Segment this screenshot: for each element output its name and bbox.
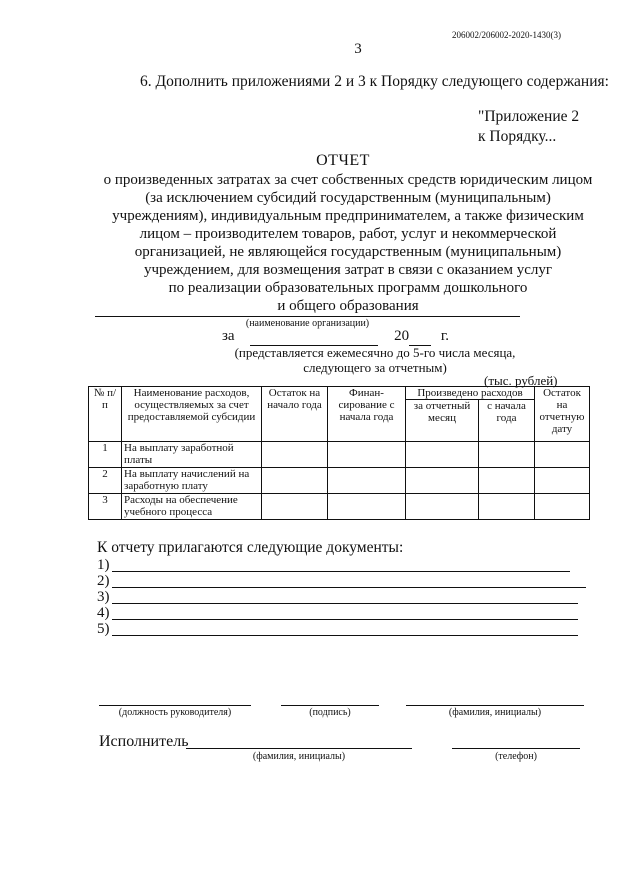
position-caption: (должность руководителя): [118, 707, 232, 718]
subtitle-line: и общего образования: [277, 298, 419, 314]
attachment-line: [97, 621, 110, 638]
col-header-balance-start: Остаток на начало года: [262, 387, 328, 442]
cell-spent-period[interactable]: [406, 494, 479, 520]
submission-note: [168, 345, 582, 375]
unit-label: (тыс. рублей): [484, 373, 558, 388]
subtitle-line: учреждениям), индивидуальным предпринимателем, а также физическим: [112, 208, 584, 224]
cell-balance-end[interactable]: [535, 442, 590, 468]
appendix-ref-line2: к Порядку...: [478, 128, 557, 145]
cell-balance-end[interactable]: [535, 468, 590, 494]
page-number: 3: [354, 41, 362, 57]
period-year-suffix: г.: [440, 328, 450, 344]
cell-spent-period[interactable]: [406, 468, 479, 494]
section-item-6: 6. Дополнить приложениями 2 и 3 к Порядку следующего содержания:: [140, 73, 609, 90]
name-caption: (фамилия, инициалы): [448, 707, 542, 718]
position-signature-field[interactable]: [99, 705, 251, 706]
attachment-field[interactable]: [112, 587, 586, 588]
subtitle-line: лицом – производителем товаров, работ, услуг и некоммерческой: [139, 226, 557, 242]
cell-spent-year[interactable]: [479, 494, 535, 520]
subtitle-line: организацией, не являющейся государственным (муниципальным): [134, 244, 562, 260]
attachment-num: 4): [97, 605, 110, 621]
cell-financing[interactable]: [328, 494, 406, 520]
executor-label: Исполнитель: [99, 733, 189, 750]
note-line2: следующего за отчетным): [303, 360, 447, 375]
appendix-ref-line1: "Приложение 2: [478, 108, 580, 125]
row-num: 2: [89, 468, 122, 494]
col-header-num: № п/п: [89, 387, 122, 442]
subtitle-line: о произведенных затратах за счет собственных средств юридическим лицом: [103, 172, 593, 188]
phone-caption: (телефон): [495, 751, 537, 762]
appendix-reference: [478, 107, 579, 147]
col-header-financing: Финан-сирование с начала года: [328, 387, 406, 442]
subtitle-line: (за исключением субсидий государственным (муниципальным): [145, 190, 551, 206]
col-header-spent-period: за отчетный месяц: [406, 400, 479, 442]
attachment-line: [97, 605, 110, 622]
report-title: ОТЧЕТ: [316, 152, 370, 169]
period-year-field[interactable]: [409, 328, 431, 346]
signature-field[interactable]: [281, 705, 379, 706]
subtitle-line: по реализации образовательных программ дошкольного: [168, 280, 528, 296]
col-header-name: Наименование расходов, осуществляемых за счет предоставляемой субсидии: [122, 387, 262, 442]
report-subtitle: [92, 171, 604, 315]
period-row: [222, 328, 449, 346]
attachment-field[interactable]: [112, 571, 570, 572]
attachment-field[interactable]: [112, 619, 578, 620]
attachment-field[interactable]: [112, 603, 578, 604]
col-header-balance-end: Остаток на отчетную дату: [535, 387, 590, 442]
name-signature-field[interactable]: [406, 705, 584, 706]
cell-financing[interactable]: [328, 442, 406, 468]
cell-financing[interactable]: [328, 468, 406, 494]
period-za-label: за: [222, 328, 235, 344]
attachment-num: 3): [97, 589, 110, 605]
attachment-line: [97, 557, 110, 574]
subtitle-line: учреждением, для возмещения затрат в связи с оказанием услуг: [143, 262, 553, 278]
table-row: [89, 494, 590, 520]
attachment-line: [97, 573, 110, 590]
cell-balance-start[interactable]: [262, 442, 328, 468]
table-row: [89, 468, 590, 494]
attachment-num: 5): [97, 621, 110, 637]
attachment-num: 2): [97, 573, 110, 589]
expenses-table: [88, 386, 590, 520]
attachment-num: 1): [97, 557, 110, 573]
organization-name-field[interactable]: [95, 316, 520, 317]
attachments-heading: К отчету прилагаются следующие документы:: [97, 539, 404, 556]
row-num: 3: [89, 494, 122, 520]
period-month-field[interactable]: [250, 328, 378, 346]
cell-balance-start[interactable]: [262, 468, 328, 494]
col-header-spent-year: с начала года: [479, 400, 535, 442]
signature-caption: (подпись): [309, 707, 351, 718]
executor-name-field[interactable]: [186, 748, 412, 749]
executor-caption: (фамилия, инициалы): [252, 751, 346, 762]
row-name: На выплату заработной платы: [122, 442, 262, 468]
cell-spent-year[interactable]: [479, 468, 535, 494]
attachment-line: [97, 589, 110, 606]
cell-spent-period[interactable]: [406, 442, 479, 468]
organization-caption: (наименование организации): [245, 318, 370, 329]
attachment-field[interactable]: [112, 635, 578, 636]
note-line1: (представляется ежемесячно до 5-го числа месяца,: [234, 345, 516, 360]
col-header-spent-group: Произведено расходов: [406, 387, 535, 400]
row-num: 1: [89, 442, 122, 468]
cell-spent-year[interactable]: [479, 442, 535, 468]
row-name: На выплату начислений на заработную плату: [122, 468, 262, 494]
cell-balance-end[interactable]: [535, 494, 590, 520]
table-row: [89, 442, 590, 468]
cell-balance-start[interactable]: [262, 494, 328, 520]
phone-field[interactable]: [452, 748, 580, 749]
row-name: Расходы на обеспечение учебного процесса: [122, 494, 262, 520]
document-id: 206002/206002-2020-1430(3): [452, 30, 561, 40]
period-year-prefix: 20: [394, 328, 410, 344]
